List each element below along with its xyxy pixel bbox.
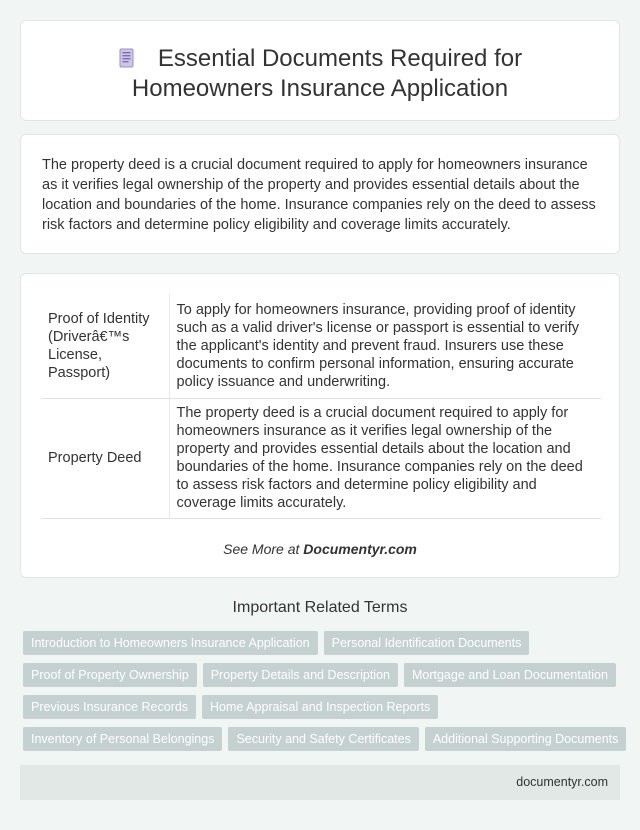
summary-text: The property deed is a crucial document required to apply for homeowners insurance as it verifies legal ownership of the property and provides essential details about the location and boundaries of the home. Insurance companies rely on the deed to assess risk factors and determine policy eligibility and coverage limits accurately. <box>42 157 596 233</box>
related-term-tag[interactable]: Home Appraisal and Inspection Reports <box>202 695 438 719</box>
summary-card <box>20 134 620 254</box>
tag-row <box>23 631 623 663</box>
related-term-tag[interactable]: Mortgage and Loan Documentation <box>404 663 616 687</box>
table-row-value: To apply for homeowners insurance, providing proof of identity such as a valid driver's license or passport is essential to verify the applicant's identity and prevent fraud. Insurers use these documents to confirm personal information, ensuring accurate policy issuance and underwriting. <box>169 294 601 398</box>
related-terms-title: Important Related Terms <box>232 599 408 616</box>
see-more-prefix: See More at <box>223 541 304 557</box>
related-term-tag[interactable]: Inventory of Personal Belongings <box>23 727 222 751</box>
title-line-1: Essential Documents Required for <box>157 45 523 72</box>
table-row <box>41 398 601 518</box>
table-row-key: Property Deed <box>41 398 169 518</box>
related-terms-list <box>23 631 623 759</box>
related-term-tag[interactable]: Introduction to Homeowners Insurance Application <box>23 631 318 655</box>
title-line-2: Homeowners Insurance Application <box>131 75 509 102</box>
see-more-link[interactable] <box>21 541 619 557</box>
tag-row <box>23 695 623 727</box>
related-term-tag[interactable]: Security and Safety Certificates <box>228 727 418 751</box>
footer-site-link[interactable]: documentyr.com <box>516 775 608 789</box>
see-more-site[interactable]: Documentyr.com <box>303 541 417 557</box>
page-title <box>21 21 619 104</box>
tag-row <box>23 663 623 695</box>
title-card <box>20 20 620 121</box>
documents-table-card <box>20 273 620 578</box>
related-term-tag[interactable]: Proof of Property Ownership <box>23 663 197 687</box>
related-term-tag[interactable]: Previous Insurance Records <box>23 695 196 719</box>
documents-table <box>41 294 601 519</box>
related-term-tag[interactable]: Property Details and Description <box>203 663 398 687</box>
table-row-key: Proof of Identity (Driverâ€™s License, Passport) <box>41 294 169 398</box>
table-row-value: The property deed is a crucial document required to apply for homeowners insurance as it verifies legal ownership of the property and provides essential details about the location and boundaries of the home. Insurance companies rely on the deed to assess risk factors and determine policy eligibility and coverage limits accurately. <box>169 398 601 518</box>
tag-row <box>23 727 623 759</box>
document-icon <box>118 48 136 68</box>
related-term-tag[interactable]: Additional Supporting Documents <box>425 727 627 751</box>
table-row <box>41 294 601 398</box>
related-term-tag[interactable]: Personal Identification Documents <box>324 631 530 655</box>
footer <box>20 765 620 800</box>
